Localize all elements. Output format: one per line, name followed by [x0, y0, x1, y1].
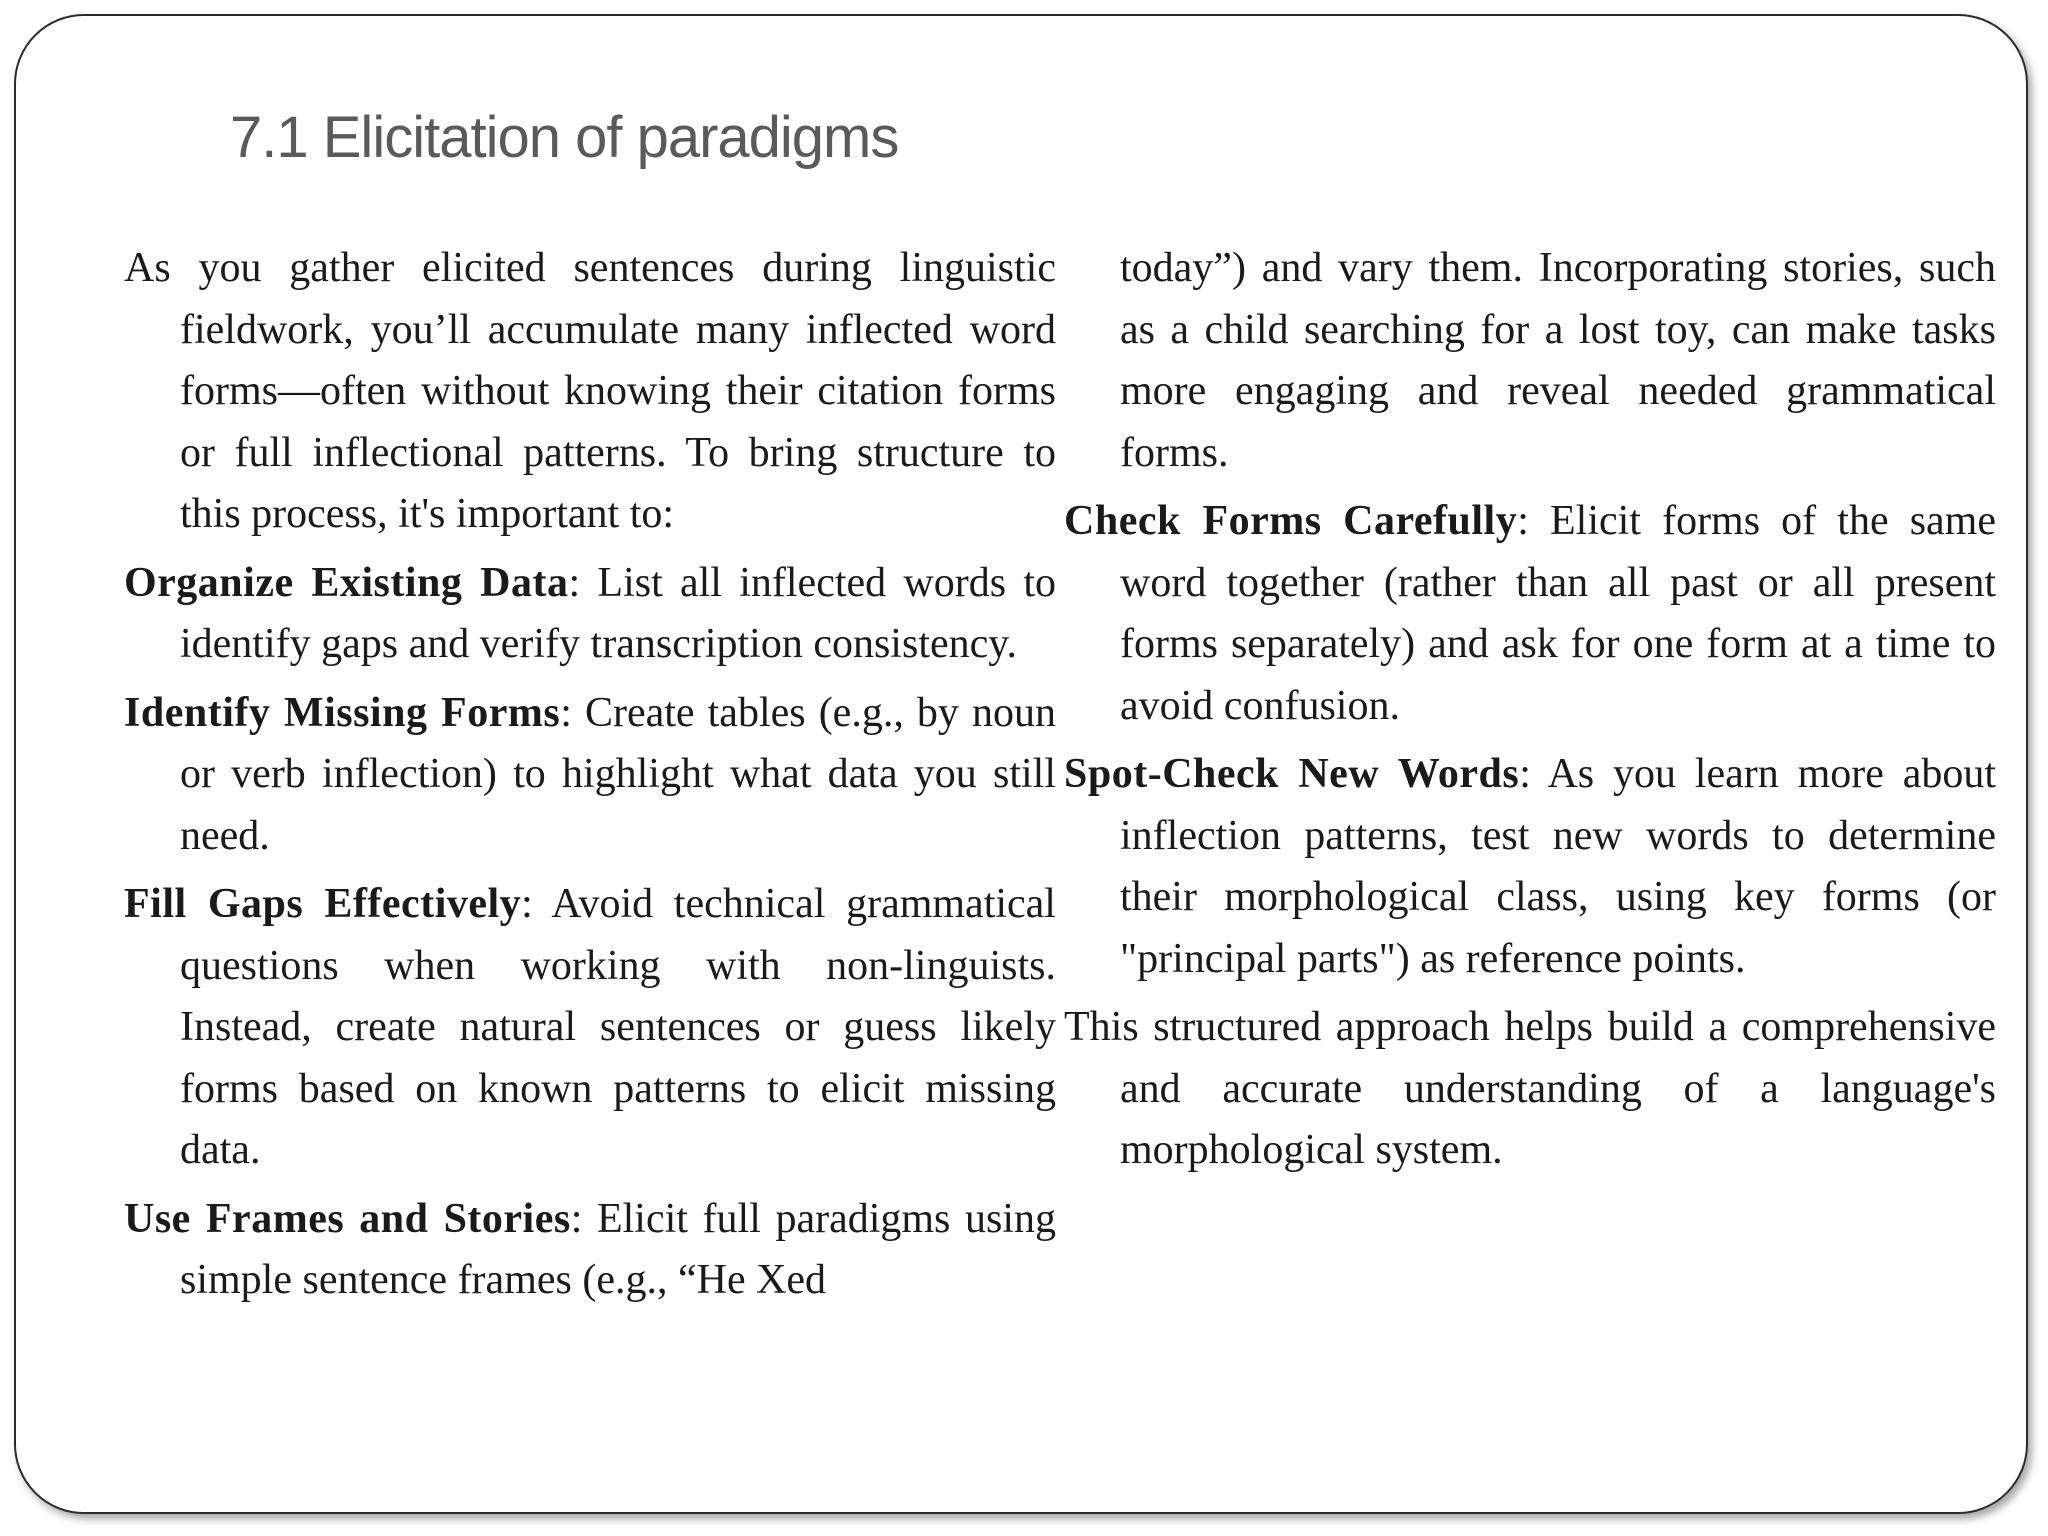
bullet-identify-missing-forms [124, 683, 1064, 868]
bullet-heading: Organize Existing Data [124, 559, 569, 606]
bullet-text: Elicit full paradigms using simple sentence frames (e.g., “He Xed [180, 1195, 1057, 1303]
bullet-use-frames-and-stories [124, 1189, 1064, 1312]
slide-frame [14, 14, 2028, 1514]
intro-paragraph: As you gather elicited sentences during linguistic fieldwork, you’ll accumulate many inflected word forms—often without knowing their citation forms or full inflectional patterns. To bring structure to this process, it's important to: [124, 245, 1056, 537]
continuation-paragraph: today”) and vary them. Incorporating stories, such as a child searching for a lost toy, can make tasks more engaging and reveal needed grammatical forms. [1120, 245, 1996, 476]
bullet-separator: : [1517, 498, 1529, 544]
slide-body [124, 238, 2004, 1468]
bullet-heading: Check Forms Carefully [1064, 498, 1518, 544]
bullet-spot-check-new-words [1064, 744, 2004, 990]
bullet-heading: Fill Gaps Effectively [124, 881, 522, 927]
bullet-separator: : [570, 1195, 583, 1242]
bullet-text: Avoid technical grammatical questions when working with non-linguists. Instead, create natural sentences or guess likely forms based on known patterns to elicit missing data. [180, 881, 1056, 1173]
bullet-organize-existing-data [124, 553, 1064, 676]
bullet-text: As you learn more about inflection patterns, test new words to determine their morphological class, using key forms (or "principal parts") as reference points. [1120, 751, 1997, 982]
bullet-separator: : [568, 559, 581, 606]
bullet-heading: Spot-Check New Words [1064, 751, 1520, 797]
bullet-fill-gaps-effectively [124, 874, 1064, 1182]
bullet-heading: Identify Missing Forms [124, 689, 561, 736]
slide-title: 7.1 Elicitation of paradigms [230, 105, 899, 170]
bullet-separator: : [560, 689, 572, 736]
bullet-text: List all inflected words to identify gaps and verify transcription consistency. [180, 559, 1056, 667]
bullet-check-forms-carefully [1064, 491, 2004, 737]
bullet-text: Elicit forms of the same word together (rather than all past or all present forms separately) and ask for one form at a time to avoid confusion. [1120, 498, 1996, 729]
bullet-text: Create tables (e.g., by noun or verb inflection) to highlight what data you still need. [180, 689, 1057, 859]
conclusion-paragraph: This structured approach helps build a comprehensive and accurate understanding of a language's morphological system. [1064, 1004, 1996, 1173]
bullet-separator: : [521, 881, 533, 927]
bullet-heading: Use Frames and Stories [124, 1195, 571, 1242]
bullet-separator: : [1519, 751, 1531, 797]
